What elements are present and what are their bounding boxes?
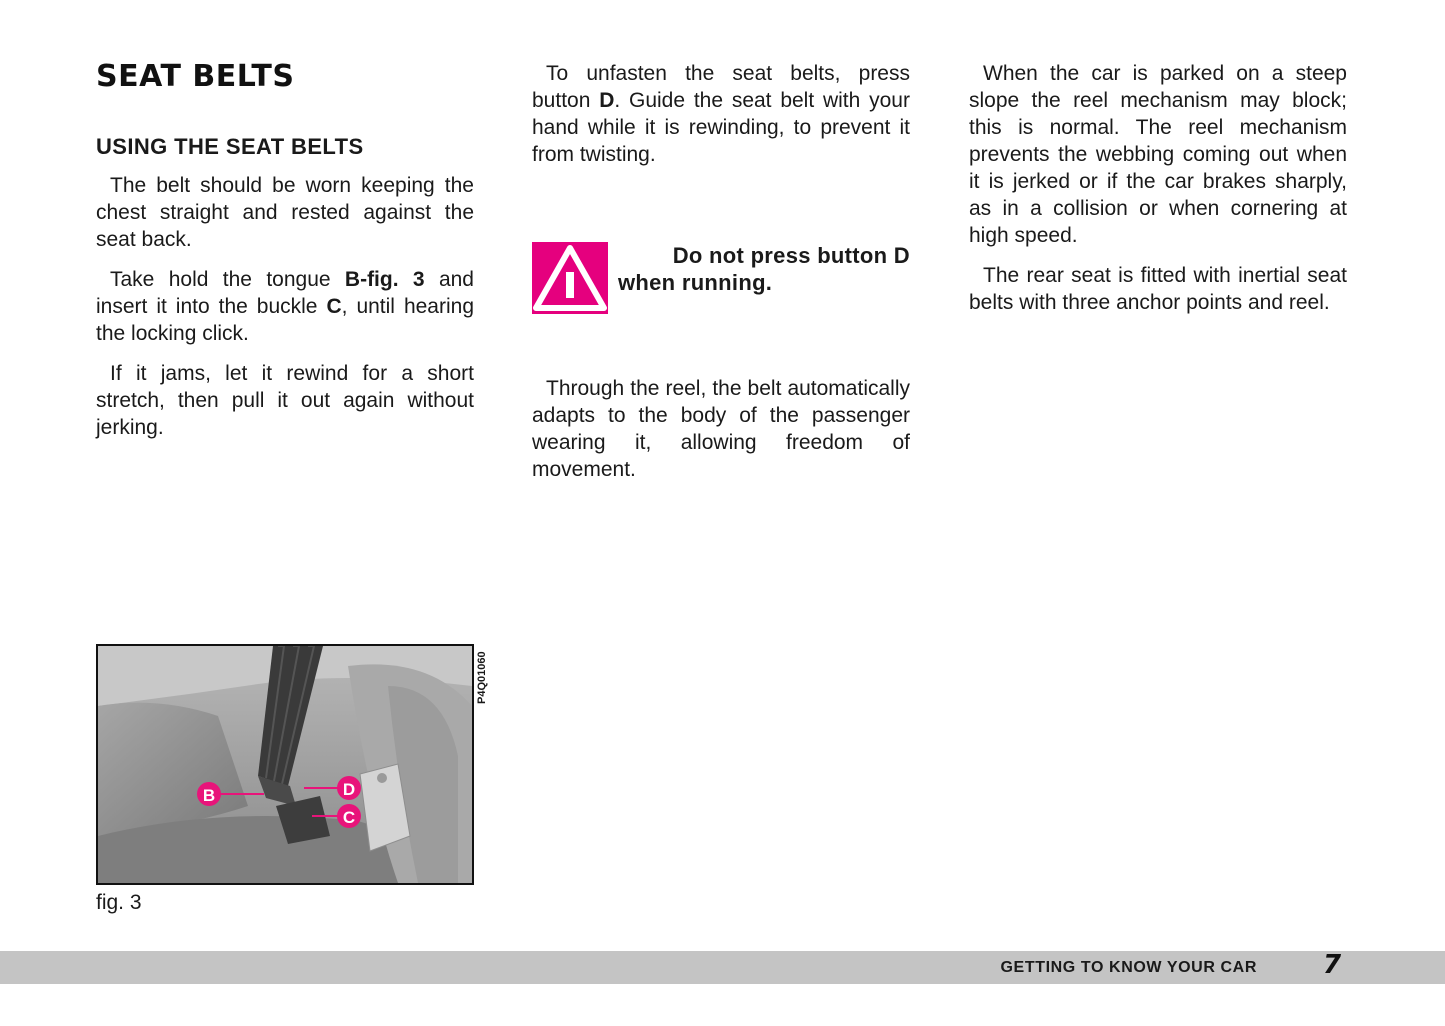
footer-section-title: GETTING TO KNOW YOUR CAR xyxy=(1000,959,1257,976)
warning-text xyxy=(618,242,910,296)
ref-c: C xyxy=(326,295,342,318)
paragraph-reel: Through the reel, the belt automatically adapts to the body of the passenger wearing it, allowing freedom of movement. xyxy=(532,377,910,481)
page-title: SEAT BELTS xyxy=(96,59,295,94)
seat-belt-illustration xyxy=(98,646,472,883)
column-3 xyxy=(969,60,1347,329)
text-run: , until hearing the locking click. xyxy=(96,295,474,345)
paragraph-jams: If it jams, let it rewind for a short stretch, then pull it out again without jerking. xyxy=(96,362,474,439)
ref-b-fig3: B-fig. 3 xyxy=(344,268,425,291)
text-run: Take hold the tongue xyxy=(110,268,345,291)
section-heading: USING THE SEAT BELTS xyxy=(96,134,364,159)
text-run: . Guide the seat belt with your hand while it is rewinding, to prevent it from twisting. xyxy=(532,89,910,166)
paragraph-rear-seat: The rear seat is fitted with inertial seat belts with three anchor points and reel. xyxy=(969,264,1347,314)
text-run: To unfasten the seat belts, press button xyxy=(532,62,910,112)
callout-label-d: D xyxy=(342,780,356,799)
figure-caption: fig. 3 xyxy=(96,891,142,914)
ref-d: D xyxy=(599,89,615,112)
paragraph-tongue xyxy=(96,266,474,347)
paragraph-parked-slope: When the car is parked on a steep slope the reel mechanism may block; this is normal. The reel mechanism prevents the webbing coming out when it is jerked or if the car brakes sharply, as in a collision or when cornering at high speed. xyxy=(969,62,1347,247)
callout-label-b: B xyxy=(202,786,216,805)
column-1 xyxy=(96,60,474,454)
warning-line-2: when running. xyxy=(618,270,773,295)
warning-box xyxy=(532,242,910,320)
column-2 xyxy=(532,60,910,496)
figure-code xyxy=(474,646,488,706)
warning-triangle-icon xyxy=(532,242,608,314)
paragraph-belt-wear: The belt should be worn keeping the chest straight and rested against the seat back. xyxy=(96,174,474,251)
figure-code-text: P4Q01060 xyxy=(476,651,488,704)
page-number: 7 xyxy=(1323,950,1342,980)
paragraph-unfasten xyxy=(532,60,910,168)
text-run: and insert it into the buckle xyxy=(96,268,474,318)
callout-label-c: C xyxy=(342,808,356,827)
warning-line-1: Do not press button D xyxy=(672,243,910,268)
seat-belt-figure xyxy=(96,644,474,885)
